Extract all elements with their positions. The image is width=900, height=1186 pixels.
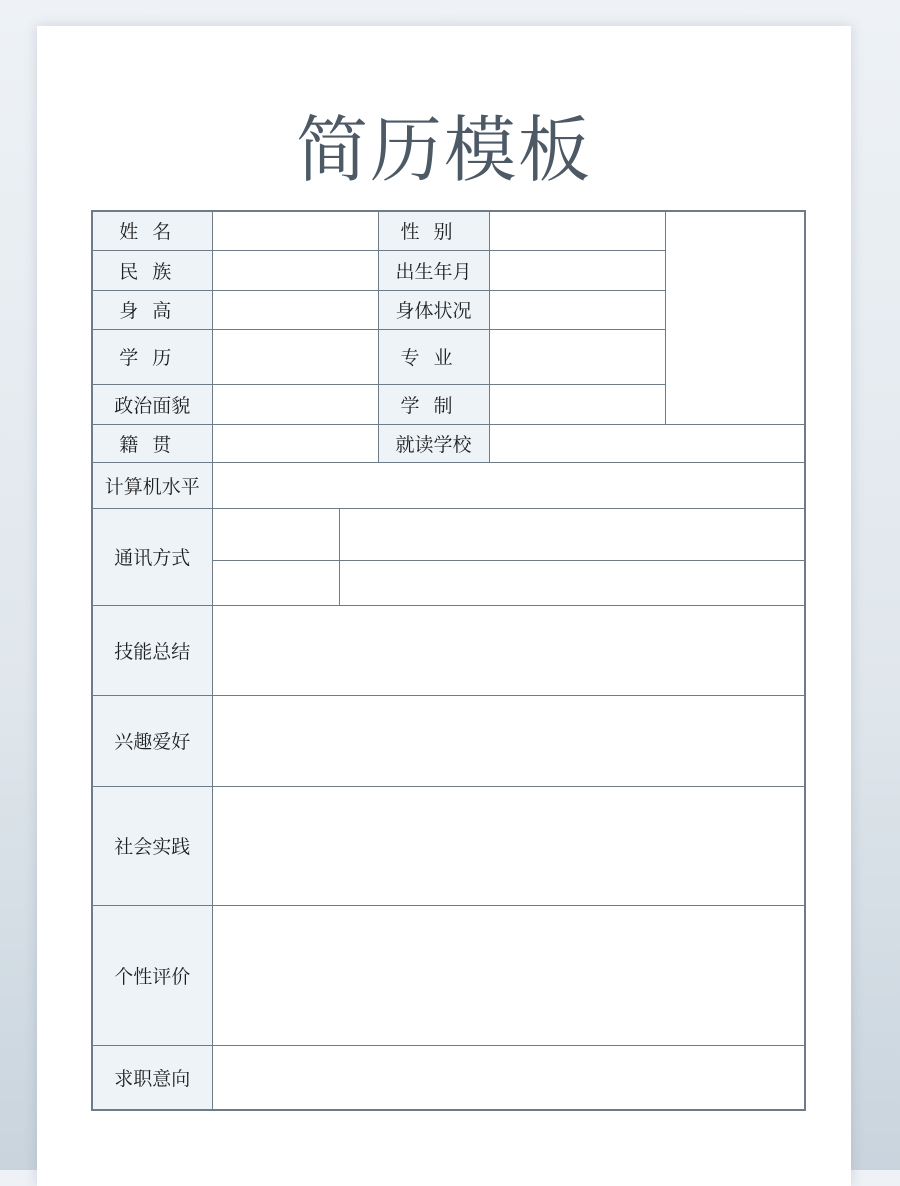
label-political: 政治面貌 [92, 384, 212, 424]
page-title: 简历模板 [295, 108, 592, 192]
field-objective[interactable] [212, 1045, 805, 1110]
field-height[interactable] [212, 290, 378, 329]
field-political[interactable] [212, 384, 378, 424]
resume-page [37, 26, 851, 1186]
label-contact: 通讯方式 [92, 508, 212, 605]
field-school[interactable] [489, 424, 805, 462]
resume-form [91, 210, 806, 1111]
field-major[interactable] [489, 329, 665, 384]
field-contact-value-1[interactable] [339, 508, 805, 560]
label-education: 学历 [92, 329, 212, 384]
resume-table [91, 210, 806, 1111]
field-birth[interactable] [489, 250, 665, 290]
label-objective: 求职意向 [92, 1045, 212, 1110]
field-hobbies[interactable] [212, 695, 805, 786]
label-skills: 技能总结 [92, 605, 212, 695]
label-name: 姓名 [92, 211, 212, 250]
field-contact-type-1[interactable] [212, 508, 339, 560]
field-personality[interactable] [212, 905, 805, 1045]
label-school: 就读学校 [378, 424, 489, 462]
label-height: 身高 [92, 290, 212, 329]
label-computer: 计算机水平 [92, 462, 212, 508]
label-duration: 学制 [378, 384, 489, 424]
field-computer[interactable] [212, 462, 805, 508]
label-ethnicity: 民族 [92, 250, 212, 290]
field-contact-type-2[interactable] [212, 560, 339, 605]
field-health[interactable] [489, 290, 665, 329]
label-hobbies: 兴趣爱好 [92, 695, 212, 786]
label-gender: 性别 [378, 211, 489, 250]
field-name[interactable] [212, 211, 378, 250]
field-contact-value-2[interactable] [339, 560, 805, 605]
field-origin[interactable] [212, 424, 378, 462]
label-origin: 籍贯 [92, 424, 212, 462]
field-skills[interactable] [212, 605, 805, 695]
field-ethnicity[interactable] [212, 250, 378, 290]
label-practice: 社会实践 [92, 786, 212, 905]
field-gender[interactable] [489, 211, 665, 250]
field-practice[interactable] [212, 786, 805, 905]
field-education[interactable] [212, 329, 378, 384]
label-major: 专业 [378, 329, 489, 384]
field-duration[interactable] [489, 384, 665, 424]
label-birth: 出生年月 [378, 250, 489, 290]
label-health: 身体状况 [378, 290, 489, 329]
photo-cell[interactable] [665, 211, 805, 424]
label-personality: 个性评价 [92, 905, 212, 1045]
